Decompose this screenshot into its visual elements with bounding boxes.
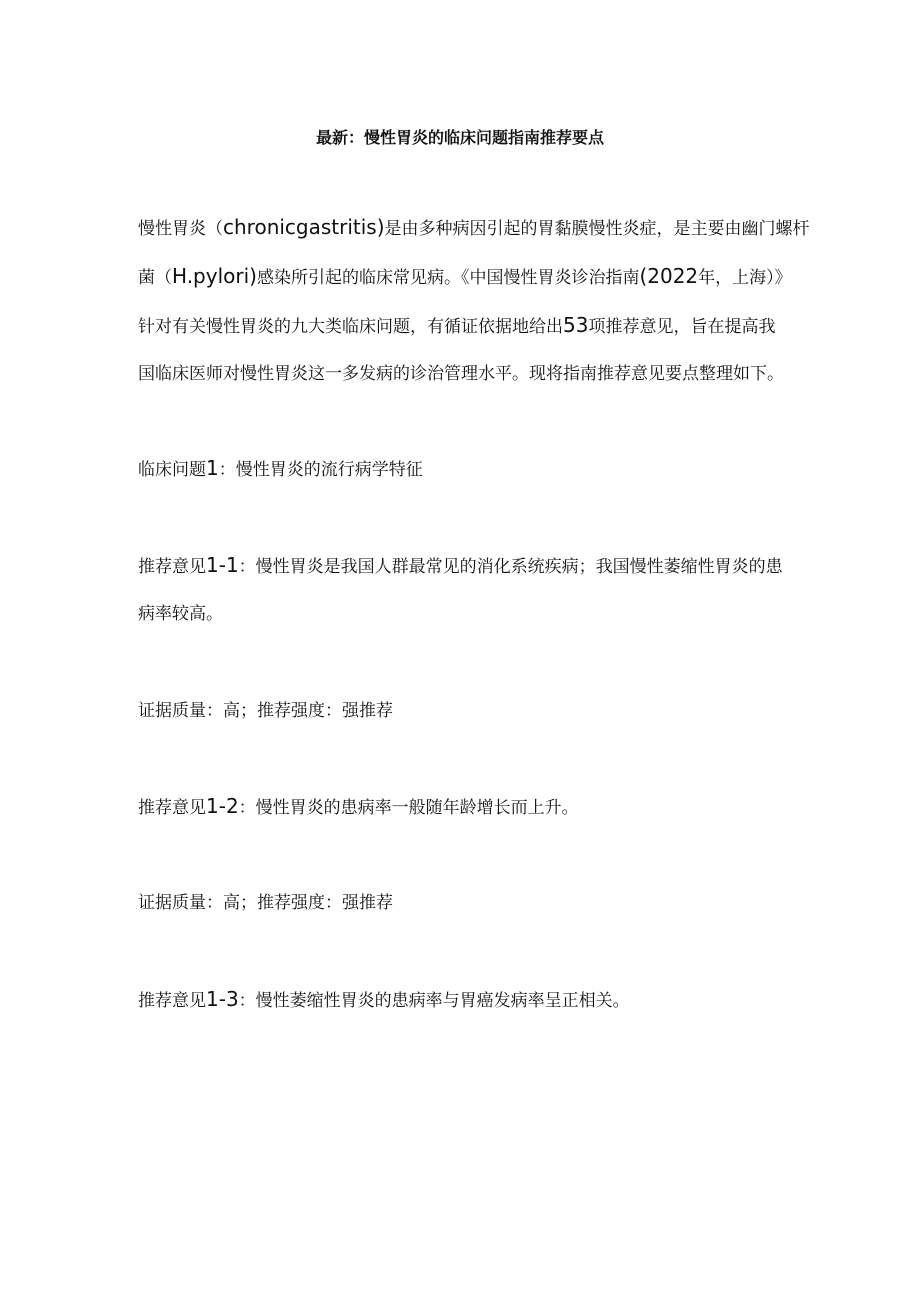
document-title: 最新：慢性胃炎的临床问题指南推荐要点 xyxy=(315,128,604,147)
recommendation-1-1-cont: 病率较高。 xyxy=(138,604,223,624)
intro-line-3 xyxy=(138,310,775,342)
intro-text: 年，上海）》 xyxy=(698,268,792,288)
recommendation-text: ：慢性胃炎是我国人群最常见的消化系统疾病；我国慢性萎缩性胃炎的患 xyxy=(238,557,783,577)
question-text: ：慢性胃炎的流行病学特征 xyxy=(218,460,423,480)
intro-text: 针对有关慢性胃炎的九大类临床问题，有循证依据地给出 xyxy=(138,317,563,337)
question-number: 1 xyxy=(206,456,219,480)
recommendation-text: ：慢性胃炎的患病率一般随年龄增长而上升。 xyxy=(238,798,579,818)
recommendation-1-3 xyxy=(138,984,630,1016)
recommendation-text: ：慢性萎缩性胃炎的患病率与胃癌发病率呈正相关。 xyxy=(238,991,630,1011)
intro-line-1 xyxy=(138,212,810,244)
term-english: H.pylori) xyxy=(172,264,257,288)
clinical-question-1 xyxy=(138,453,423,485)
recommendation-number: 1-3 xyxy=(206,987,239,1011)
intro-text: 项推荐意见，旨在提高我 xyxy=(588,317,776,337)
recommendation-1-1 xyxy=(138,550,783,582)
guideline-year: (2022 xyxy=(639,264,699,288)
term-english: chronicgastritis) xyxy=(223,215,385,239)
intro-text: 是由多种病因引起的胃黏膜慢性炎症，是主要由幽门螺杆 xyxy=(384,219,810,239)
evidence-quality-1-1: 证据质量：高；推荐强度：强推荐 xyxy=(138,701,393,721)
intro-text: 菌（ xyxy=(138,268,172,288)
recommendation-prefix: 推荐意见 xyxy=(138,798,206,818)
intro-text: 感染所引起的临床常见病。《中国慢性胃炎诊治指南 xyxy=(256,268,640,288)
evidence-quality-1-2: 证据质量：高；推荐强度：强推荐 xyxy=(138,893,393,913)
recommendation-count: 53 xyxy=(563,313,589,337)
recommendation-number: 1-1 xyxy=(206,553,239,577)
recommendation-prefix: 推荐意见 xyxy=(138,991,206,1011)
recommendation-1-2 xyxy=(138,791,579,823)
intro-line-2 xyxy=(138,261,792,293)
intro-text: 慢性胃炎（ xyxy=(138,219,223,239)
recommendation-number: 1-2 xyxy=(206,794,239,818)
question-prefix: 临床问题 xyxy=(138,460,206,480)
recommendation-prefix: 推荐意见 xyxy=(138,557,206,577)
intro-line-4: 国临床医师对慢性胃炎这一多发病的诊治管理水平。现将指南推荐意见要点整理如下。 xyxy=(138,364,784,384)
